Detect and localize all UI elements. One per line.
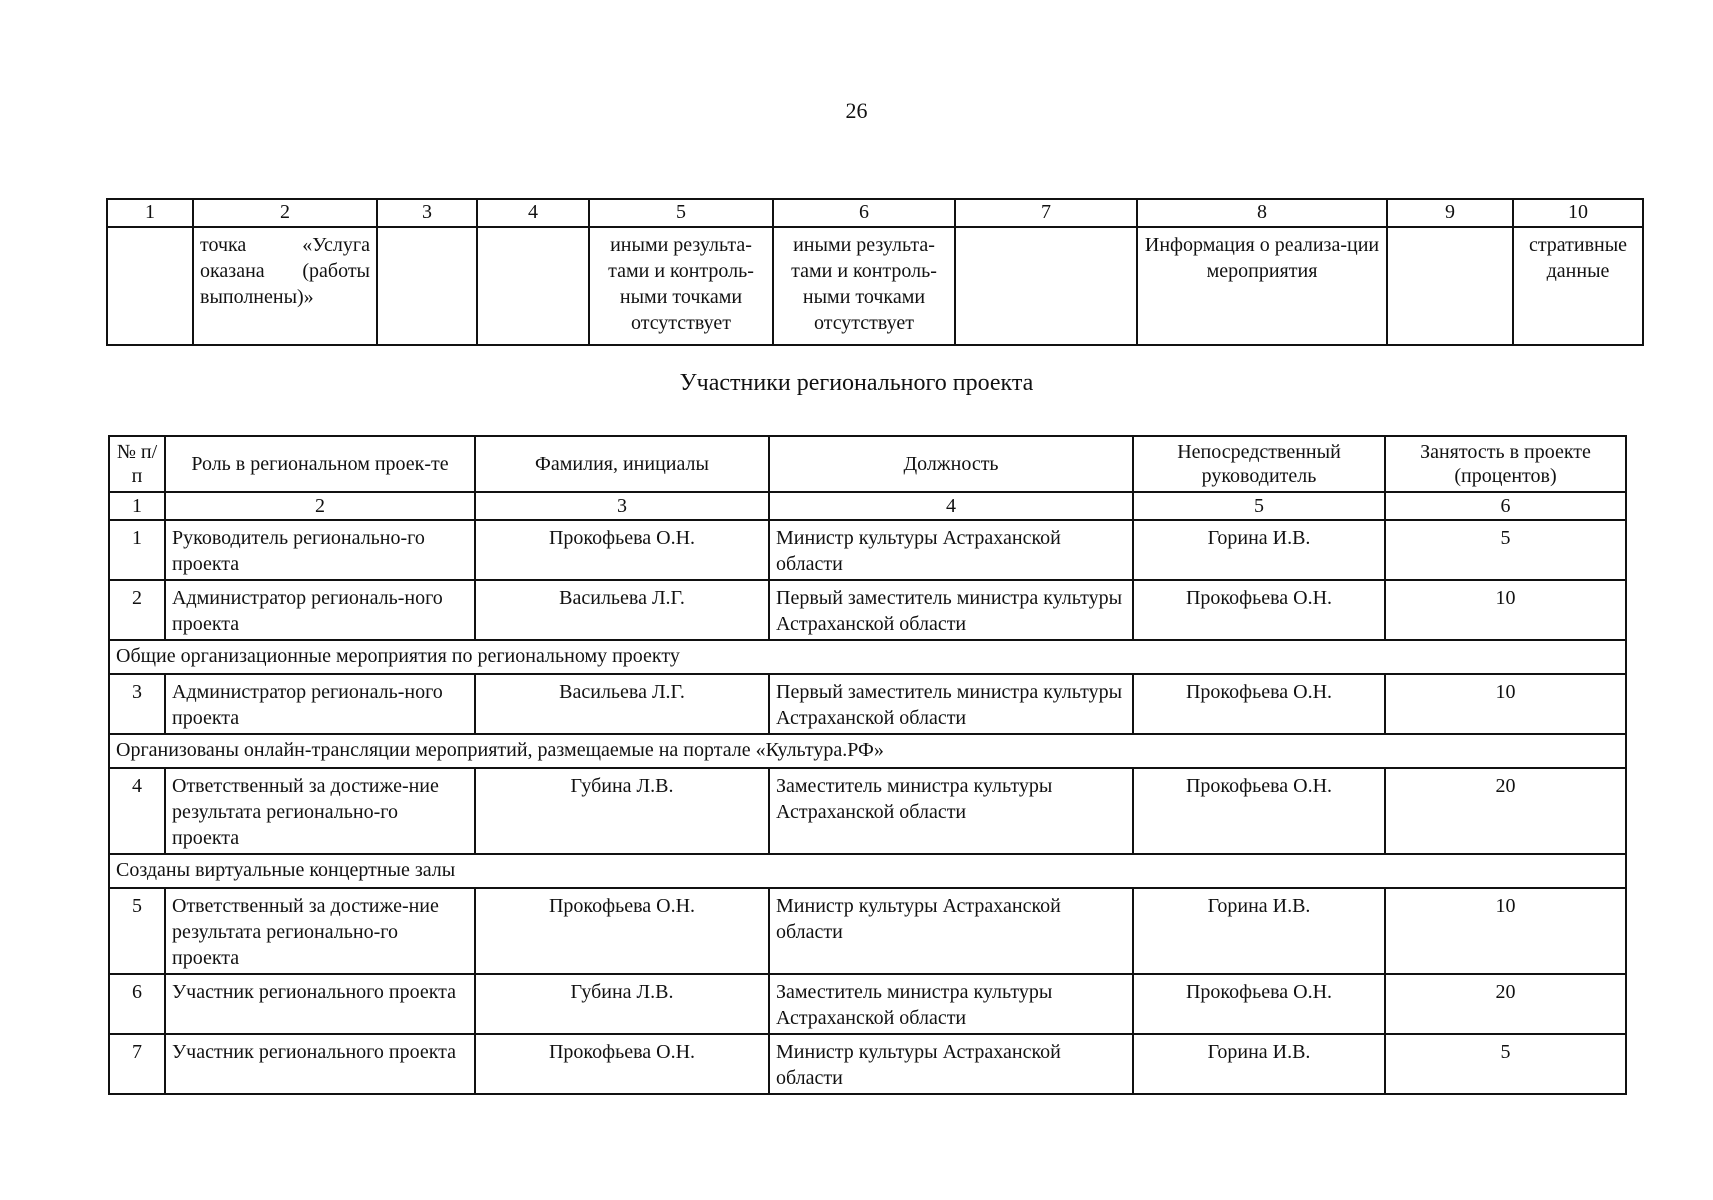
- column-number: 6: [1385, 492, 1626, 520]
- role-cell: Ответственный за достиже-ние результата регионально-го проекта: [165, 768, 475, 854]
- busy-cell: 10: [1385, 674, 1626, 734]
- column-number: 10: [1513, 199, 1643, 227]
- column-number: 5: [1133, 492, 1385, 520]
- manager-cell: Прокофьева О.Н.: [1133, 580, 1385, 640]
- section-label: Организованы онлайн-трансляции мероприятий, размещаемые на портале «Культура.РФ»: [109, 734, 1626, 768]
- position-cell: Заместитель министра культуры Астраханской области: [769, 974, 1133, 1034]
- table-row: [109, 974, 1626, 1034]
- role-cell: Участник регионального проекта: [165, 1034, 475, 1094]
- page-number: 26: [845, 98, 868, 123]
- section-label: Общие организационные мероприятия по региональному проекту: [109, 640, 1626, 674]
- busy-cell: 10: [1385, 888, 1626, 974]
- header-row: [109, 436, 1626, 492]
- column-number: 7: [955, 199, 1137, 227]
- header-manager: Непосредственный руководитель: [1133, 436, 1385, 492]
- column-number: 1: [107, 199, 193, 227]
- row-number: 4: [109, 768, 165, 854]
- row-number: 5: [109, 888, 165, 974]
- busy-cell: 10: [1385, 580, 1626, 640]
- role-cell: Администратор региональ-ного проекта: [165, 674, 475, 734]
- column-number: 8: [1137, 199, 1387, 227]
- participants-body: [109, 520, 1626, 1094]
- continuation-table: [106, 198, 1644, 346]
- section-label: Созданы виртуальные концертные залы: [109, 854, 1626, 888]
- section-title: Участники регионального проекта: [679, 370, 1034, 396]
- name-cell: Губина Л.В.: [475, 768, 769, 854]
- table-cell: [955, 227, 1137, 345]
- column-number: 2: [193, 199, 377, 227]
- row-number: 3: [109, 674, 165, 734]
- table-cell: [377, 227, 477, 345]
- table-cell: Информация о реализа-ции мероприятия: [1137, 227, 1387, 345]
- name-cell: Прокофьева О.Н.: [475, 888, 769, 974]
- header-position: Должность: [769, 436, 1133, 492]
- name-cell: Васильева Л.Г.: [475, 674, 769, 734]
- column-number: 9: [1387, 199, 1513, 227]
- column-number: 4: [769, 492, 1133, 520]
- column-number: 3: [475, 492, 769, 520]
- manager-cell: Прокофьева О.Н.: [1133, 768, 1385, 854]
- role-cell: Руководитель регионально-го проекта: [165, 520, 475, 580]
- header-name: Фамилия, инициалы: [475, 436, 769, 492]
- name-cell: Прокофьева О.Н.: [475, 1034, 769, 1094]
- manager-cell: Прокофьева О.Н.: [1133, 674, 1385, 734]
- table-cell: [107, 227, 193, 345]
- table-cell: иными результа-тами и контроль-ными точками отсутствует: [773, 227, 955, 345]
- role-cell: Ответственный за достиже-ние результата регионально-го проекта: [165, 888, 475, 974]
- table-row: [109, 768, 1626, 854]
- column-number: 1: [109, 492, 165, 520]
- column-number: 3: [377, 199, 477, 227]
- table-row: [109, 1034, 1626, 1094]
- busy-cell: 5: [1385, 1034, 1626, 1094]
- table-row: [109, 888, 1626, 974]
- name-cell: Васильева Л.Г.: [475, 580, 769, 640]
- name-cell: Губина Л.В.: [475, 974, 769, 1034]
- column-number: 6: [773, 199, 955, 227]
- table-cell: [477, 227, 589, 345]
- busy-cell: 20: [1385, 768, 1626, 854]
- column-number: 5: [589, 199, 773, 227]
- table-cell: точка «Услуга оказана (работы выполнены)»: [193, 227, 377, 345]
- section-row: [109, 854, 1626, 888]
- table-row: [109, 520, 1626, 580]
- busy-cell: 20: [1385, 974, 1626, 1034]
- position-cell: Министр культуры Астраханской области: [769, 1034, 1133, 1094]
- manager-cell: Горина И.В.: [1133, 1034, 1385, 1094]
- row-number: 6: [109, 974, 165, 1034]
- role-cell: Администратор региональ-ного проекта: [165, 580, 475, 640]
- column-number-row: [107, 199, 1643, 227]
- role-cell: Участник регионального проекта: [165, 974, 475, 1034]
- table-cell: [1387, 227, 1513, 345]
- table-row: [107, 227, 1643, 345]
- manager-cell: Горина И.В.: [1133, 520, 1385, 580]
- header-num: № п/п: [109, 436, 165, 492]
- row-number: 7: [109, 1034, 165, 1094]
- position-cell: Заместитель министра культуры Астраханской области: [769, 768, 1133, 854]
- row-number: 1: [109, 520, 165, 580]
- participants-table: [108, 435, 1627, 1095]
- section-row: [109, 734, 1626, 768]
- manager-cell: Горина И.В.: [1133, 888, 1385, 974]
- column-number: 4: [477, 199, 589, 227]
- position-cell: Первый заместитель министра культуры Астраханской области: [769, 674, 1133, 734]
- busy-cell: 5: [1385, 520, 1626, 580]
- name-cell: Прокофьева О.Н.: [475, 520, 769, 580]
- table-row: [109, 580, 1626, 640]
- header-busy: Занятость в проекте (процентов): [1385, 436, 1626, 492]
- position-cell: Первый заместитель министра культуры Астраханской области: [769, 580, 1133, 640]
- manager-cell: Прокофьева О.Н.: [1133, 974, 1385, 1034]
- header-role: Роль в региональном проек-те: [165, 436, 475, 492]
- table-row: [109, 674, 1626, 734]
- column-number: 2: [165, 492, 475, 520]
- position-cell: Министр культуры Астраханской области: [769, 520, 1133, 580]
- column-number-row: [109, 492, 1626, 520]
- position-cell: Министр культуры Астраханской области: [769, 888, 1133, 974]
- table-cell: иными результа-тами и контроль-ными точками отсутствует: [589, 227, 773, 345]
- section-row: [109, 640, 1626, 674]
- table-cell: стративные данные: [1513, 227, 1643, 345]
- row-number: 2: [109, 580, 165, 640]
